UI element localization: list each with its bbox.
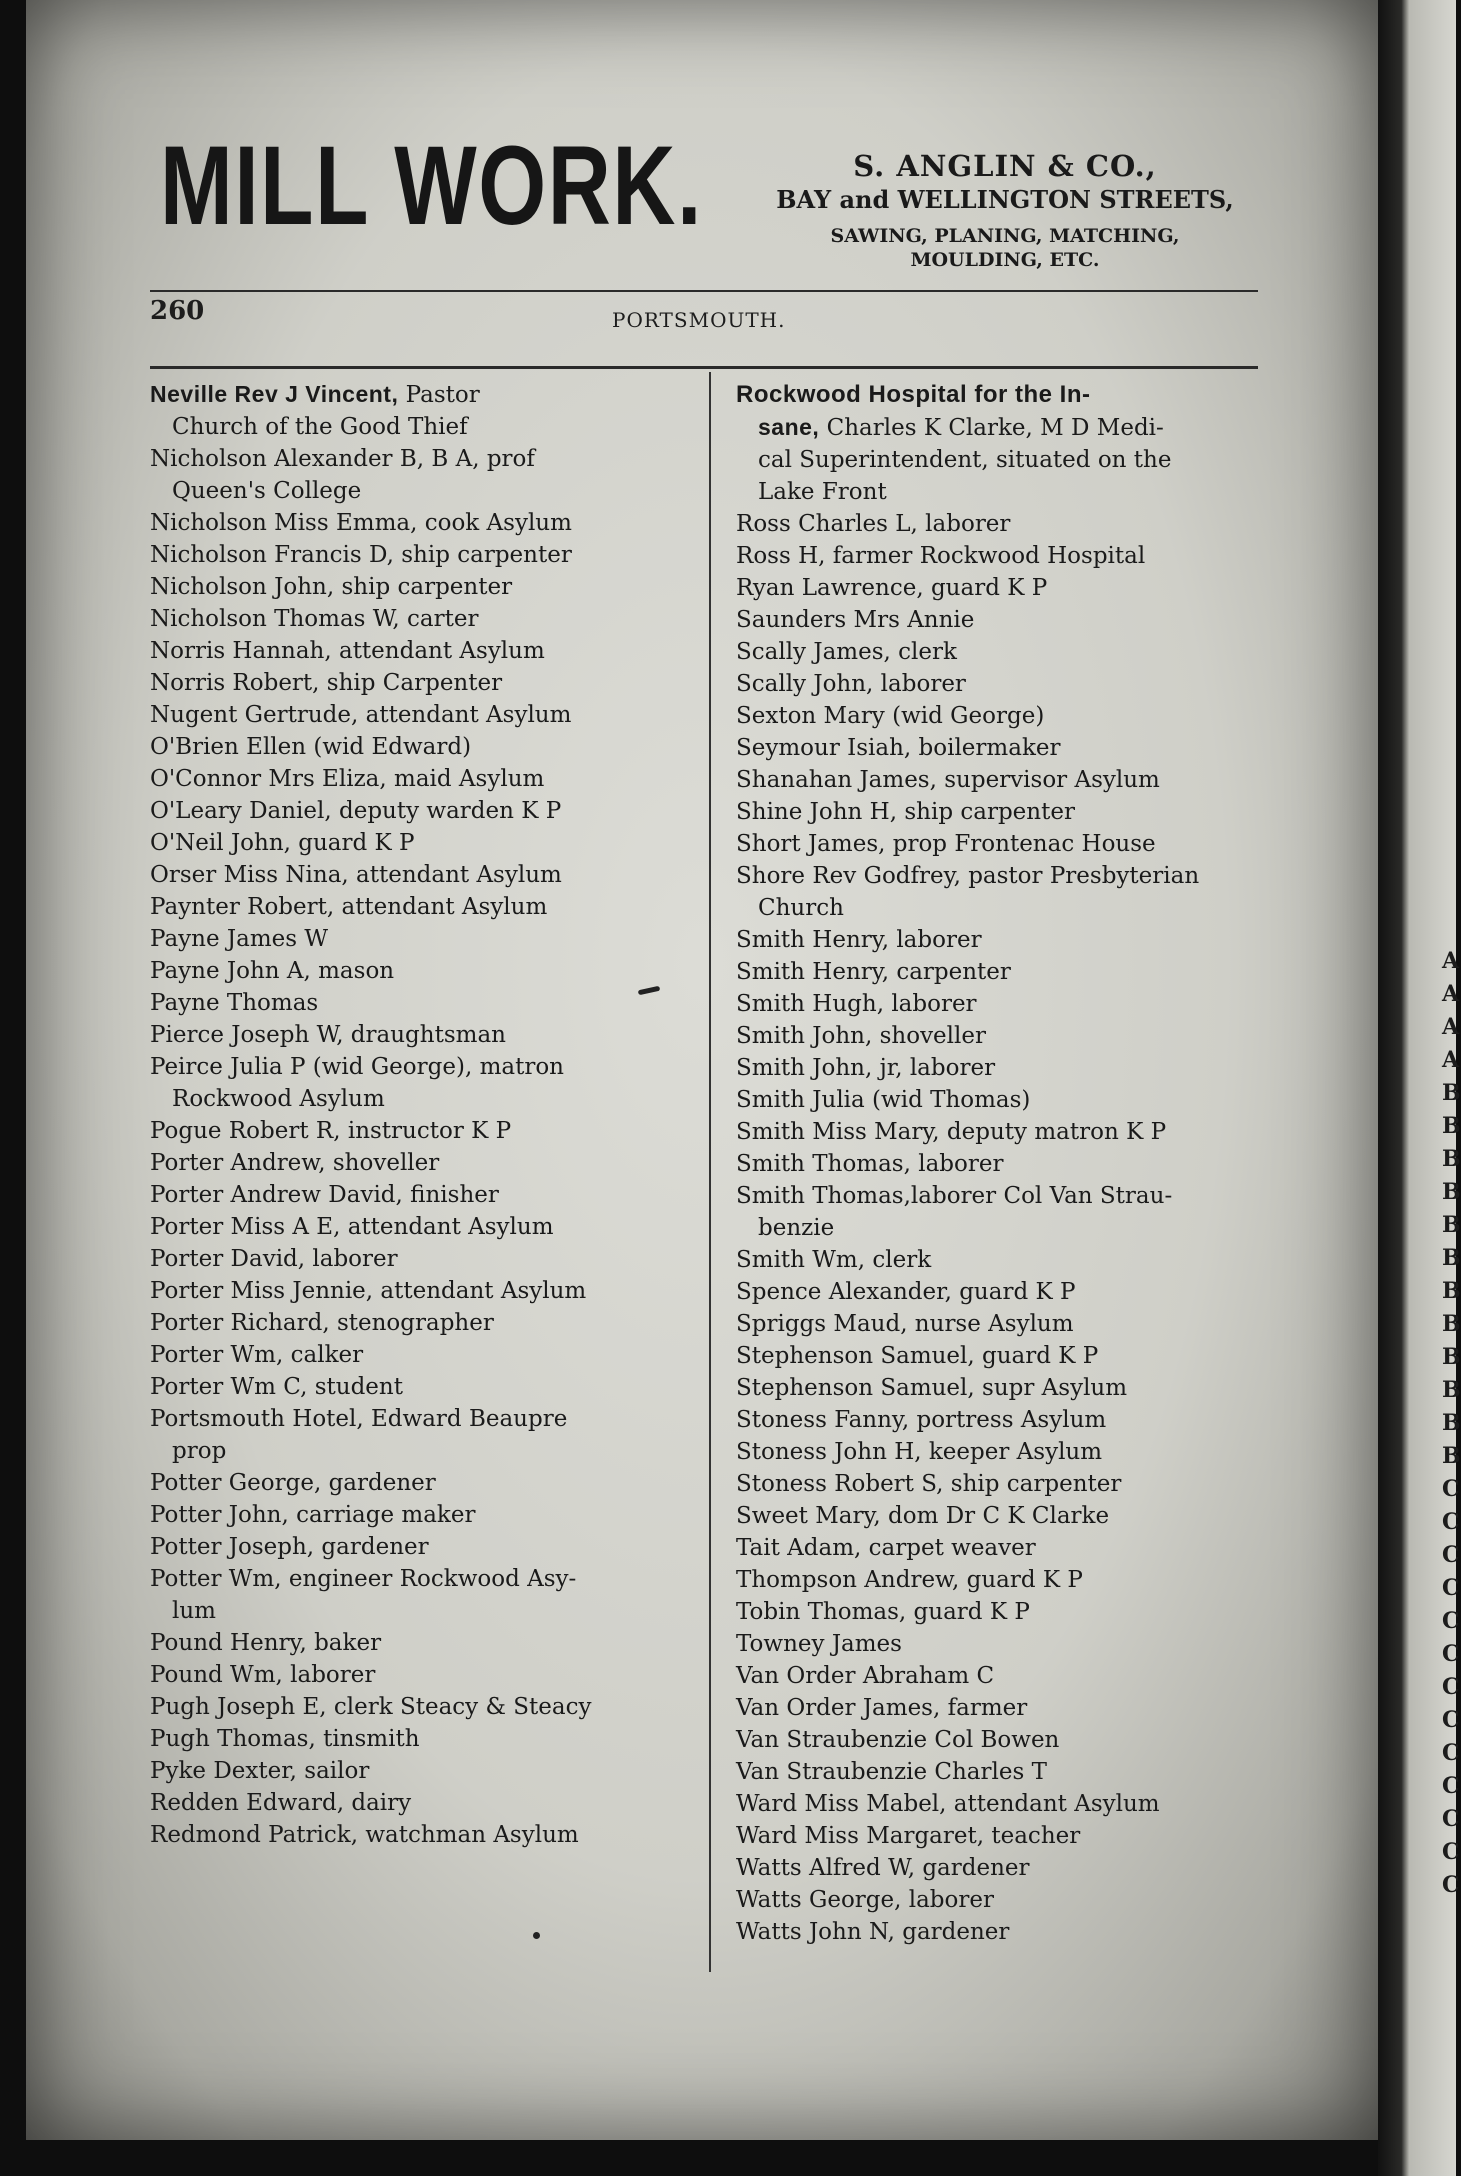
directory-entry — [150, 507, 680, 539]
entry-text: Shine John H, ship carpenter — [736, 799, 1075, 825]
entry-text — [150, 378, 680, 411]
directory-entry — [736, 1724, 1266, 1756]
entry-text: Ryan Lawrence, guard K P — [736, 575, 1048, 601]
entry-text: Porter Andrew David, finisher — [150, 1182, 499, 1208]
entry-text: Payne Thomas — [150, 990, 319, 1016]
directory-entry — [736, 1788, 1266, 1820]
edge-letter: C — [1442, 1872, 1460, 1898]
entry-text: Nicholson Alexander B, B A, prof — [150, 446, 535, 472]
directory-entry — [736, 1500, 1266, 1532]
entry-text: Tait Adam, carpet weaver — [736, 1535, 1036, 1561]
entry-text: Orser Miss Nina, attendant Asylum — [150, 862, 562, 888]
column-divider — [709, 372, 711, 1972]
directory-entry — [736, 540, 1266, 572]
directory-entry — [736, 1436, 1266, 1468]
entry-text: Spence Alexander, guard K P — [736, 1279, 1076, 1305]
directory-entry — [150, 603, 680, 635]
entry-text: Smith Julia (wid Thomas) — [736, 1087, 1031, 1113]
entry-text: Stephenson Samuel, guard K P — [736, 1343, 1099, 1369]
entry-text: Ross Charles L, laborer — [736, 511, 1011, 537]
entry-text: O'Neil John, guard K P — [150, 830, 415, 856]
edge-letter: C — [1442, 1575, 1460, 1601]
directory-entry — [150, 1115, 680, 1147]
lead-entry-name: Rockwood Hospital for the In- — [736, 381, 1091, 408]
edge-letter: B — [1442, 1179, 1461, 1205]
directory-entry — [736, 1308, 1266, 1340]
directory-entry — [150, 731, 680, 763]
entry-text: Porter Richard, stenographer — [150, 1310, 494, 1336]
directory-entry — [150, 667, 680, 699]
edge-letter: C — [1442, 1641, 1460, 1667]
entry-continuation: Church of the Good Thief — [172, 414, 468, 440]
entry-text: Smith Thomas, laborer — [736, 1151, 1004, 1177]
entry-text: Tobin Thomas, guard K P — [736, 1599, 1030, 1625]
entry-text: Potter Joseph, gardener — [150, 1534, 429, 1560]
edge-letter: B — [1442, 1311, 1461, 1337]
directory-entry — [736, 956, 1266, 988]
directory-entry — [150, 571, 680, 603]
directory-entry — [150, 378, 680, 443]
directory-entry — [736, 1404, 1266, 1436]
entry-text: Potter George, gardener — [150, 1470, 436, 1496]
right-entries — [736, 508, 1266, 1948]
entry-text: Van Straubenzie Charles T — [736, 1759, 1047, 1785]
edge-letter: C — [1442, 1608, 1460, 1634]
lead-entry-name-2: sane, — [758, 414, 820, 440]
directory-entry — [150, 1307, 680, 1339]
directory-entry — [736, 1564, 1266, 1596]
directory-entry — [150, 1467, 680, 1499]
entry-text: Stephenson Samuel, supr Asylum — [736, 1375, 1128, 1401]
left-column — [150, 378, 680, 1851]
entry-text: Shore Rev Godfrey, pastor Presbyterian — [736, 863, 1200, 889]
directory-entry — [736, 764, 1266, 796]
lead-entry-continuation-line: Lake Front — [758, 479, 887, 505]
entry-text: Stoness John H, keeper Asylum — [736, 1439, 1103, 1465]
directory-entry — [150, 1531, 680, 1563]
directory-entry — [150, 891, 680, 923]
entry-text: Shanahan James, supervisor Asylum — [736, 767, 1160, 793]
edge-letter: B — [1442, 1377, 1461, 1403]
directory-entry — [736, 1596, 1266, 1628]
directory-entry — [736, 1148, 1266, 1180]
advertisement-title: MILL WORK. — [160, 123, 703, 248]
entry-text: Smith John, shoveller — [736, 1023, 986, 1049]
entry-text: Pyke Dexter, sailor — [150, 1758, 370, 1784]
entry-text: Pound Wm, laborer — [150, 1662, 376, 1688]
directory-entry — [150, 1019, 680, 1051]
directory-entry — [736, 988, 1266, 1020]
edge-letter: B — [1442, 1344, 1461, 1370]
directory-entry — [736, 1692, 1266, 1724]
directory-entry — [150, 1755, 680, 1787]
directory-entry — [736, 1052, 1266, 1084]
directory-entry — [736, 1372, 1266, 1404]
entry-continuation: lum — [172, 1598, 216, 1624]
directory-entry — [150, 827, 680, 859]
entry-text: Paynter Robert, attendant Asylum — [150, 894, 548, 920]
entry-text: Short James, prop Frontenac House — [736, 831, 1156, 857]
directory-entry — [736, 1820, 1266, 1852]
directory-entry — [736, 668, 1266, 700]
lead-entry-line-2 — [736, 411, 1266, 444]
edge-letter: C — [1442, 1806, 1460, 1832]
edge-letter: C — [1442, 1674, 1460, 1700]
directory-entry — [150, 1627, 680, 1659]
directory-entry — [736, 732, 1266, 764]
entry-continuation: Church — [758, 895, 844, 921]
entry-text: Porter Andrew, shoveller — [150, 1150, 440, 1176]
edge-letter: B — [1442, 1278, 1461, 1304]
entry-text: O'Connor Mrs Eliza, maid Asylum — [150, 766, 545, 792]
page-number: 260 — [150, 296, 205, 326]
entry-text: Watts John N, gardener — [736, 1919, 1010, 1945]
edge-letter: C — [1442, 1839, 1460, 1865]
directory-entry — [150, 1403, 680, 1467]
directory-entry — [150, 443, 680, 507]
edge-letter: C — [1442, 1773, 1460, 1799]
entry-text: Nugent Gertrude, attendant Asylum — [150, 702, 572, 728]
directory-entry — [736, 1660, 1266, 1692]
directory-entry — [150, 1787, 680, 1819]
entry-text: Pogue Robert R, instructor K P — [150, 1118, 512, 1144]
entry-text: Scally John, laborer — [736, 671, 966, 697]
entry-text: Smith Wm, clerk — [736, 1247, 932, 1273]
entry-text: Nicholson Francis D, ship carpenter — [150, 542, 572, 568]
entry-text: Pound Henry, baker — [150, 1630, 382, 1656]
directory-entry — [736, 1916, 1266, 1948]
entry-text: Van Straubenzie Col Bowen — [736, 1727, 1060, 1753]
directory-entry — [736, 1756, 1266, 1788]
entry-text: Seymour Isiah, boilermaker — [736, 735, 1061, 761]
entry-text: Potter Wm, engineer Rockwood Asy- — [150, 1566, 577, 1592]
header-rule-top — [150, 290, 1258, 292]
ink-speck — [533, 1932, 540, 1939]
directory-entry — [150, 763, 680, 795]
directory-entry — [736, 1852, 1266, 1884]
edge-letter: A — [1442, 948, 1460, 974]
entry-continuation: Rockwood Asylum — [172, 1086, 385, 1112]
entry-text: Porter David, laborer — [150, 1246, 398, 1272]
entry-text: Saunders Mrs Annie — [736, 607, 975, 633]
edge-letter: A — [1442, 981, 1460, 1007]
directory-entry — [150, 795, 680, 827]
entry-text: Nicholson John, ship carpenter — [150, 574, 513, 600]
directory-entry — [736, 1244, 1266, 1276]
directory-entry — [150, 987, 680, 1019]
entry-bold-name: Neville Rev J Vincent, — [150, 381, 399, 407]
edge-letter: B — [1442, 1410, 1461, 1436]
directory-entry — [736, 1020, 1266, 1052]
entry-text: Van Order James, farmer — [736, 1695, 1028, 1721]
entry-text: Smith Miss Mary, deputy matron K P — [736, 1119, 1167, 1145]
directory-entry — [736, 1468, 1266, 1500]
directory-entry — [150, 1723, 680, 1755]
edge-letter: C — [1442, 1740, 1460, 1766]
edge-letter: C — [1442, 1476, 1460, 1502]
edge-letter: B — [1442, 1146, 1461, 1172]
entry-text: Norris Hannah, attendant Asylum — [150, 638, 545, 664]
entry-text: Smith Henry, laborer — [736, 927, 982, 953]
edge-letter: B — [1442, 1443, 1461, 1469]
entry-text: Ross H, farmer Rockwood Hospital — [736, 543, 1146, 569]
entry-text: Payne James W — [150, 926, 328, 952]
lead-entry-continuation — [736, 444, 1266, 508]
advertisement-services-1: SAWING, PLANING, MATCHING, — [830, 225, 1180, 247]
entry-text: Ward Miss Mabel, attendant Asylum — [736, 1791, 1160, 1817]
directory-entry — [736, 700, 1266, 732]
entry-text: Porter Miss Jennie, attendant Asylum — [150, 1278, 587, 1304]
entry-text: Ward Miss Margaret, teacher — [736, 1823, 1081, 1849]
directory-entry — [736, 1084, 1266, 1116]
edge-letter: C — [1442, 1542, 1460, 1568]
entry-text: Pugh Joseph E, clerk Steacy & Steacy — [150, 1694, 592, 1720]
entry-text: Van Order Abraham C — [736, 1663, 995, 1689]
directory-entry — [150, 1179, 680, 1211]
directory-entry — [736, 1180, 1266, 1244]
lead-entry-rest: Charles K Clarke, M D Medi- — [819, 415, 1164, 441]
entry-text: O'Leary Daniel, deputy warden K P — [150, 798, 562, 824]
directory-entry — [150, 1147, 680, 1179]
entry-text: Smith John, jr, laborer — [736, 1055, 996, 1081]
directory-entry — [150, 539, 680, 571]
entry-text: Spriggs Maud, nurse Asylum — [736, 1311, 1074, 1337]
entry-text: Redden Edward, dairy — [150, 1790, 412, 1816]
edge-letter: C — [1442, 1707, 1460, 1733]
running-head: PORTSMOUTH. — [612, 308, 786, 332]
header-rule-bottom — [150, 366, 1258, 369]
entry-text: Pugh Thomas, tinsmith — [150, 1726, 420, 1752]
directory-entry — [150, 1563, 680, 1627]
entry-text: Norris Robert, ship Carpenter — [150, 670, 503, 696]
entry-text: Potter John, carriage maker — [150, 1502, 476, 1528]
directory-entry — [736, 796, 1266, 828]
entry-rest: Pastor — [398, 382, 480, 408]
entry-continuation: prop — [172, 1438, 227, 1464]
directory-entry — [150, 1691, 680, 1723]
directory-entry — [736, 572, 1266, 604]
directory-entry — [150, 1051, 680, 1115]
directory-entry — [736, 828, 1266, 860]
entry-text: Porter Wm, calker — [150, 1342, 364, 1368]
entry-text: Payne John A, mason — [150, 958, 395, 984]
directory-entry — [736, 508, 1266, 540]
directory-entry — [736, 1628, 1266, 1660]
directory-entry — [150, 1211, 680, 1243]
directory-entry — [150, 1339, 680, 1371]
entry-text: Stoness Robert S, ship carpenter — [736, 1471, 1122, 1497]
entry-text: Peirce Julia P (wid George), matron — [150, 1054, 564, 1080]
directory-entry — [150, 859, 680, 891]
entry-text: Pierce Joseph W, draughtsman — [150, 1022, 506, 1048]
lead-entry — [736, 378, 1266, 411]
directory-entry — [736, 860, 1266, 924]
directory-entry — [150, 1499, 680, 1531]
lead-entry-continuation-line: cal Superintendent, situated on the — [758, 447, 1172, 473]
directory-entry — [736, 1116, 1266, 1148]
edge-letter: B — [1442, 1212, 1461, 1238]
directory-entry — [150, 1243, 680, 1275]
entry-text: Towney James — [736, 1631, 902, 1657]
directory-entry — [736, 1340, 1266, 1372]
directory-entry — [736, 1276, 1266, 1308]
edge-letter: A — [1442, 1014, 1460, 1040]
directory-entry — [150, 955, 680, 987]
advertisement-company: S. ANGLIN & CO., — [853, 149, 1157, 183]
directory-entry — [150, 1275, 680, 1307]
entry-text: Nicholson Thomas W, carter — [150, 606, 479, 632]
directory-entry — [150, 1819, 680, 1851]
advertisement-details — [770, 148, 1240, 272]
entry-text: Smith Hugh, laborer — [736, 991, 977, 1017]
entry-text: Thompson Andrew, guard K P — [736, 1567, 1083, 1593]
directory-entry — [150, 1659, 680, 1691]
entry-text: Smith Henry, carpenter — [736, 959, 1011, 985]
entry-continuation: benzie — [758, 1215, 835, 1241]
entry-text: O'Brien Ellen (wid Edward) — [150, 734, 472, 760]
directory-entry — [736, 604, 1266, 636]
edge-letter: B — [1442, 1080, 1461, 1106]
right-column — [736, 378, 1266, 1948]
entry-text: Nicholson Miss Emma, cook Asylum — [150, 510, 572, 536]
entry-text: Scally James, clerk — [736, 639, 957, 665]
directory-entry — [150, 635, 680, 667]
advertisement-services-2: MOULDING, ETC. — [910, 249, 1100, 271]
edge-letter: B — [1442, 1245, 1461, 1271]
edge-letter: A — [1442, 1047, 1460, 1073]
entry-text: Sweet Mary, dom Dr C K Clarke — [736, 1503, 1110, 1529]
edge-letter: C — [1442, 1509, 1460, 1535]
entry-text: Porter Miss A E, attendant Asylum — [150, 1214, 554, 1240]
directory-entry — [736, 1884, 1266, 1916]
directory-entry — [150, 1371, 680, 1403]
directory-entry — [150, 923, 680, 955]
entry-text: Smith Thomas,laborer Col Van Strau- — [736, 1183, 1173, 1209]
directory-entry — [736, 1532, 1266, 1564]
edge-letter: B — [1442, 1113, 1461, 1139]
entry-text: Redmond Patrick, watchman Asylum — [150, 1822, 579, 1848]
entry-continuation: Queen's College — [172, 478, 362, 504]
entry-text: Porter Wm C, student — [150, 1374, 403, 1400]
directory-entry — [736, 636, 1266, 668]
directory-entry — [150, 699, 680, 731]
entry-text: Portsmouth Hotel, Edward Beaupre — [150, 1406, 568, 1432]
directory-entry — [736, 924, 1266, 956]
entry-text: Stoness Fanny, portress Asylum — [736, 1407, 1107, 1433]
entry-text: Watts George, laborer — [736, 1887, 994, 1913]
advertisement-address: BAY and WELLINGTON STREETS, — [776, 185, 1234, 214]
entry-text: Watts Alfred W, gardener — [736, 1855, 1030, 1881]
entry-text: Sexton Mary (wid George) — [736, 703, 1045, 729]
